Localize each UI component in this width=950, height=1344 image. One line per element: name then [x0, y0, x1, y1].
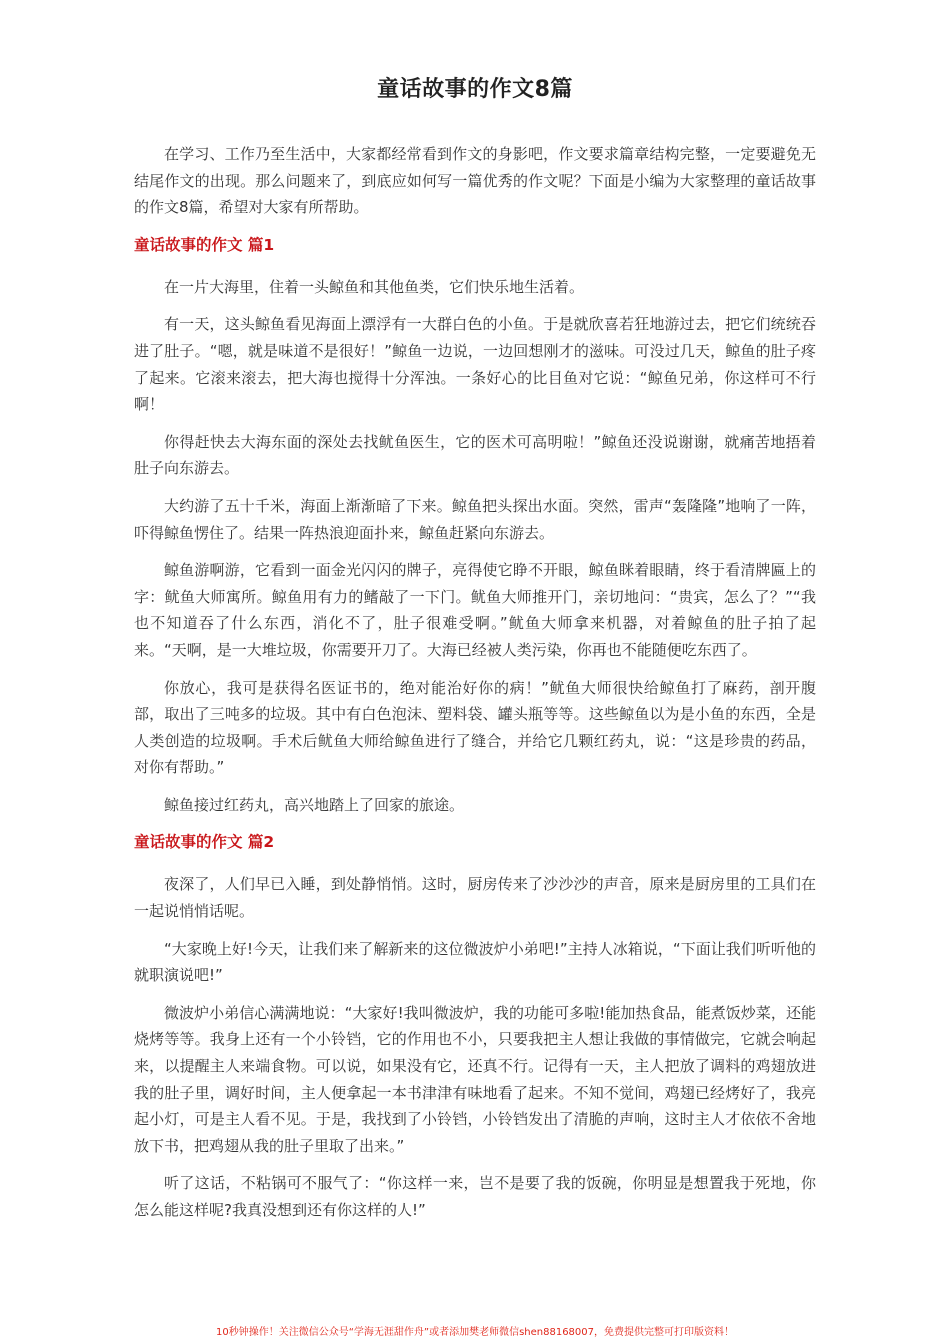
paragraph: “大家晚上好!今天，让我们来了解新来的这位微波炉小弟吧!”主持人冰箱说，“下面让我们听听他的就职演说吧!” [134, 939, 816, 985]
paragraph: 鲸鱼游啊游，它看到一面金光闪闪的牌子，亮得使它睁不开眼，鲸鱼眯着眼睛，终于看清牌匾上的字：鱿鱼大师寓所。鲸鱼用有力的鳍敲了一下门。鱿鱼大师推开门，亲切地问：“贵宾，怎么了？”“我也不知道吞了什么东西，消化不了，肚子很难受啊。”鱿鱼大师拿来机器，对着鲸鱼的肚子拍了起来。“天啊，是一大堆垃圾，你需要开刀了。大海已经被人类污染，你再也不能随便吃东西了。 [134, 561, 816, 659]
paragraph: 听了这话，不粘锅可不服气了：“你这样一来，岂不是要了我的饭碗，你明显是想置我于死地，你怎么能这样呢?我真没想到还有你这样的人!” [134, 1174, 816, 1219]
section-heading: 童话故事的作文 篇1 [134, 235, 275, 254]
document-title: 童话故事的作文8篇 [377, 77, 573, 102]
paragraph: 鲸鱼接过红药丸，高兴地踏上了回家的旅途。 [164, 795, 465, 814]
paragraph: 夜深了，人们早已入睡，到处静悄悄。这时，厨房传来了沙沙沙的声音，原来是厨房里的工具们在一起说悄悄话呢。 [134, 875, 816, 921]
paragraph: 在一片大海里，住着一头鲸鱼和其他鱼类，它们快乐地生活着。 [164, 277, 585, 296]
promo-footer: 10秒钟操作！关注微信公众号“学海无涯甜作舟”或者添加樊老师微信shen88168007，免费提供完整可打印版资料！ [215, 1327, 735, 1338]
paragraph: 大约游了五十千米，海面上渐渐暗了下来。鲸鱼把头探出水面。突然，雷声“轰隆隆”地响了一阵，吓得鲸鱼愣住了。结果一阵热浪迎面扑来，鲸鱼赶紧向东游去。 [134, 496, 816, 542]
intro-paragraph: 在学习、工作乃至生活中，大家都经常看到作文的身影吧，作文要求篇章结构完整，一定要避免无结尾作文的出现。那么问题来了，到底应如何写一篇优秀的作文呢？下面是小编为大家整理的童话故事的作文8篇，希望对大家有所帮助。 [134, 145, 816, 217]
paragraph: 你得赶快去大海东面的深处去找鱿鱼医生，它的医术可高明啦！”鲸鱼还没说谢谢，就痛苦地捂着肚子向东游去。 [134, 432, 816, 478]
paragraph: 你放心，我可是获得名医证书的，绝对能治好你的病！”鱿鱼大师很快给鲸鱼打了麻药，剖开腹部，取出了三吨多的垃圾。其中有白色泡沫、塑料袋、罐头瓶等等。这些鲸鱼以为是小鱼的东西，全是人类创造的垃圾啊。手术后鱿鱼大师给鲸鱼进行了缝合，并给它几颗红药丸，说：“这是珍贵的药品，对你有帮助。” [134, 678, 816, 777]
section-heading: 童话故事的作文 篇2 [134, 833, 275, 852]
article-body [134, 141, 816, 1235]
paragraph: 有一天，这头鲸鱼看见海面上漂浮有一大群白色的小鱼。于是就欣喜若狂地游过去，把它们统统吞进了肚子。“嗯，就是味道不是很好！”鲸鱼一边说，一边回想刚才的滋味。可没过几天，鲸鱼的肚子疼了起来。它滚来滚去，把大海也搅得十分浑浊。一条好心的比目鱼对它说：“鲸鱼兄弟，你这样可不行啊！ [134, 315, 816, 414]
paragraph: 微波炉小弟信心满满地说：“大家好!我叫微波炉，我的功能可多啦!能加热食品，能煮饭炒菜，还能烧烤等等。我身上还有一个小铃铛，它的作用也不小，只要我把主人想让我做的事情做完，它就会响起来，以提醒主人来端食物。可以说，如果没有它，还真不行。记得有一天，主人把放了调料的鸡翅放进我的肚子里，调好时间，主人便拿起一本书津津有味地看了起来。不知不觉间，鸡翅已经烤好了，我亮起小灯，可是主人看不见。于是，我找到了小铃铛，小铃铛发出了清脆的声响，这时主人才依依不舍地放下书，把鸡翅从我的肚子里取了出来。” [134, 1003, 816, 1155]
